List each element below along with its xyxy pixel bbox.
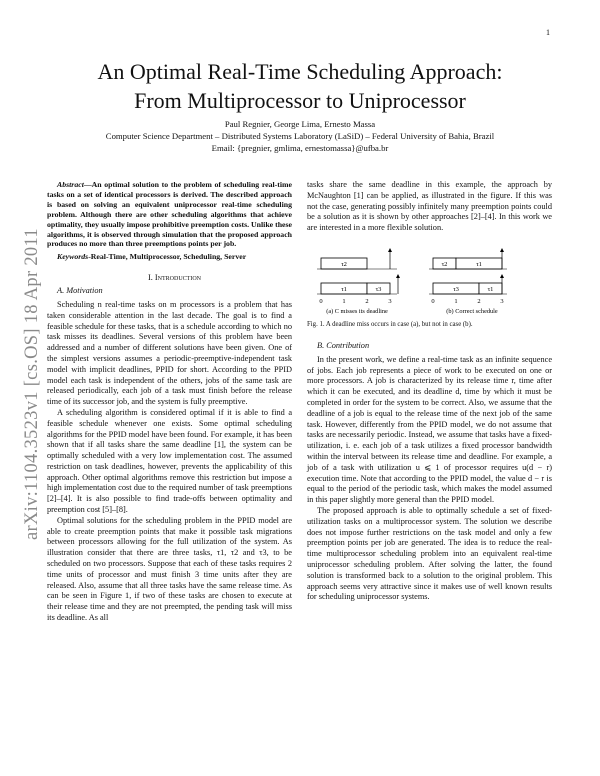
label-tau1-a: τ1 xyxy=(341,285,347,293)
keywords-label: Keywords xyxy=(57,252,89,262)
authors: Paul Regnier, George Lima, Ernesto Massa xyxy=(224,119,376,129)
author-block xyxy=(40,118,560,154)
subsection-heading-a: A. Motivation xyxy=(57,286,103,296)
keywords-text: -Real-Time, Multiprocessor, Scheduling, Server xyxy=(88,252,247,262)
right-column xyxy=(307,180,552,603)
label-tau2-a: τ2 xyxy=(341,260,347,268)
paragraph: A scheduling algorithm is considered optimal if it is able to find a feasible schedule whenever one exists. Some optimal scheduling algorithms for the PPID model have been found. For example, it has been shown that if all tasks share the same deadline [1], the system can be optimally scheduled with a very low implementation cost. The assumed restriction on task deadlines, however, prevents the applicability of this approach. Other optimal algorithms remove this restriction but impose a high implementation cost due to the required number of task preemptions [2]–[4]. It is also possible to find trade-offs between optimality and preemption cost [5]–[8]. xyxy=(47,407,292,515)
schedule-b xyxy=(429,248,507,315)
abstract-label: Abstract xyxy=(57,180,84,189)
label-tau2-b: τ2 xyxy=(441,260,448,268)
paper-title xyxy=(60,57,540,115)
subsection-heading-b: B. Contribution xyxy=(317,340,370,350)
tick-label: 1 xyxy=(342,297,346,305)
schedule-a xyxy=(317,248,400,315)
subcaption-a: (a) C misses its deadline xyxy=(326,307,388,315)
arxiv-identifier: arXiv:1104.3523v1 [cs.OS] 18 Apr 2011 xyxy=(22,228,42,540)
tick-label: 2 xyxy=(365,297,369,305)
tick-label: 2 xyxy=(477,297,481,305)
title-line-1: An Optimal Real-Time Scheduling Approach: xyxy=(97,59,503,84)
affiliation: Computer Science Department – Distributed Systems Laboratory (LaSiD) – Federal University of Bahia, Brazil xyxy=(105,131,495,141)
deadline-arrowhead xyxy=(388,248,392,252)
deadline-arrowhead xyxy=(500,274,504,278)
tick-label: 0 xyxy=(319,297,323,305)
paragraph: Optimal solutions for the scheduling problem in the PPID model are able to create preemption points that make it possible task migrations between processors allowing for the full utilization of the system. As illustration consider that there are three tasks, τ1, τ2 and τ3, to be scheduled on two processors. Suppose that each of these tasks requires 2 time units of processor and must finish 3 time units after they are released. Also, assume that all three tasks have the same release time. As can be seen in Figure 1, if two of these tasks are chosen to execute at their release time and they are not preempted, the pending task will miss its deadline. As all xyxy=(47,515,292,623)
paragraph: The proposed approach is able to optimally schedule a set of fixed-utilization tasks on a multiprocessor system. The solution we describe does not impose further restrictions on the task model and only a few preemption points per job are generated. The idea is to reduce the real-time multiprocessor scheduling problem into an equivalent real-time uniprocessor scheduling problem. After solving the latter, the found solution is transformed back to a solution to the original problem. This approach seems very attractive since it makes use of well known results for scheduling uniprocessor systems. xyxy=(307,505,552,602)
section-heading: I. Introduction xyxy=(147,273,201,283)
title-line-2: From Multiprocessor to Uniprocessor xyxy=(134,88,466,113)
abstract xyxy=(47,180,292,249)
tick-label: 3 xyxy=(500,297,504,305)
label-tau3-a: τ3 xyxy=(375,285,382,293)
page-number: 1 xyxy=(546,28,550,37)
abstract-text: —An optimal solution to the problem of scheduling real-time tasks on a set of identical processors is derived. The described approach is based on solving an equivalent uniprocessor real-time scheduling problem. Although there are other scheduling algorithms that achieve optimality, they usually impose prohibitive preemption costs. Unlike these algorithms, it is observed through simulation that the proposed approach produces no more than three preemptions points per job. xyxy=(47,180,292,249)
paragraph: Scheduling n real-time tasks on m processors is a problem that has taken considerable attention in the last decade. The goal is to find a feasible schedule for these tasks, that is a schedule according to which no task misses its deadlines. Several versions of this problem have been addressed and a number of different solutions have been given. One of the simplest versions assumes a periodic-preemptive-independent task model with implicit deadlines, PPID for short. According to the PPID model each task is independent of the others, jobs of the same task are released periodically, each job of a task must finish before the release time of its successor job, and the system is fully preemptive. xyxy=(47,299,292,407)
tick-label: 1 xyxy=(454,297,458,305)
label-tau1-b-top: τ1 xyxy=(476,260,482,268)
figure-1 xyxy=(307,246,552,329)
deadline-arrowhead xyxy=(396,274,400,278)
keywords xyxy=(47,252,292,262)
tick-label: 0 xyxy=(431,297,435,305)
label-tau3-b: τ3 xyxy=(453,285,459,293)
deadline-arrowhead xyxy=(500,248,504,252)
subcaption-b: (b) Correct schedule xyxy=(446,307,498,315)
schedule-diagram xyxy=(307,246,552,318)
paragraph: In the present work, we define a real-time task as an infinite sequence of jobs. Each job represents a piece of work to be executed on one or more processors. A job is characterized by its release time r, time after which it can be executed, and its deadline d, time by which it must be completed in order for the system to be correct. Also, we assume that the deadline of a job is equal to the release time of the next job of the same task. However, differently from the PPID model, we do not assume that tasks are necessarily periodic. Instead, we assume that tasks have a fixed-utilization, i. e. each job of a task utilizes a fixed processor bandwidth within the interval between its release time and deadline. For example, a job of a task with utilization u ⩽ 1 of processor requires u(d − r) execution time. Note that according to the PPID model, the value d − r is equal to the period of the periodic task, which makes the model assumed in this paper slightly more general than the PPID model. xyxy=(307,354,552,505)
label-tau1-b-bottom: τ1 xyxy=(487,285,494,293)
paragraph: tasks share the same deadline in this example, the approach by McNaughton [1] can be applied, as illustrated in the figure. If this was not the case, generating possibly infinitely many preemption points could be a solution as it is shown by other approaches [2]–[4]. In this work we are interested in a more flexible solution. xyxy=(307,180,552,233)
email: Email: {pregnier, gmlima, ernestomassa}@ufba.br xyxy=(211,143,389,153)
figure-caption: Fig. 1. A deadline miss occurs in case (a), but not in case (b). xyxy=(307,320,473,328)
tick-label: 3 xyxy=(388,297,392,305)
left-column xyxy=(47,180,292,624)
